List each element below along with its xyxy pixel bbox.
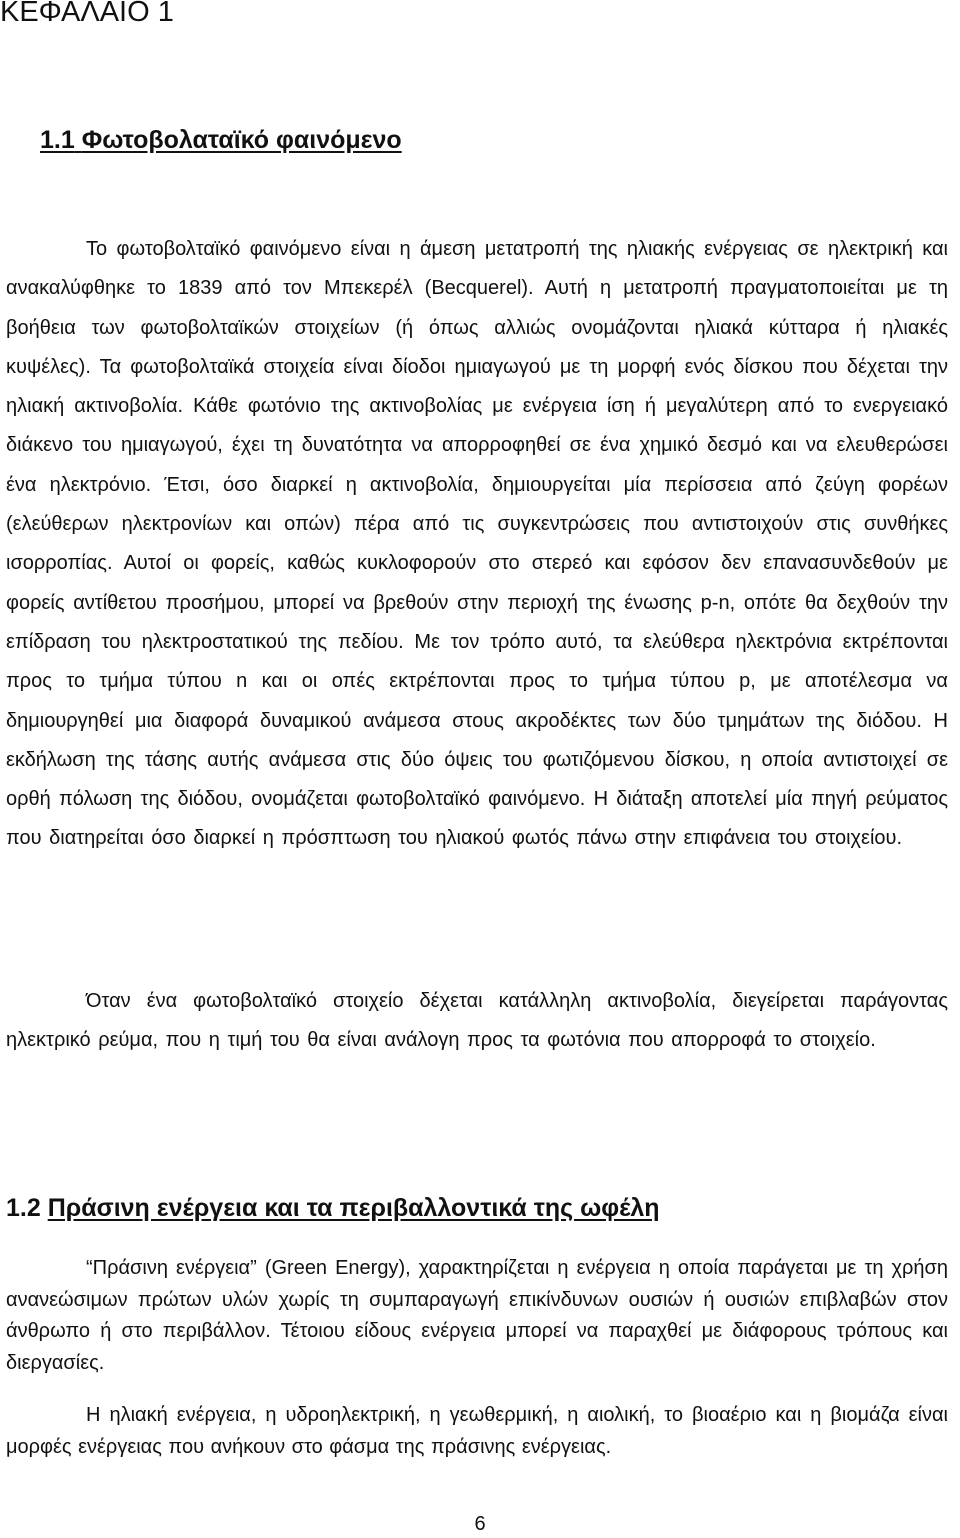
page-number: 6	[474, 1513, 486, 1535]
section-heading-1-2	[6, 1191, 660, 1225]
paragraph: Όταν ένα φωτοβολταϊκό στοιχείο δέχεται κατάλληλη ακτινοβολία, διεγείρεται παράγοντας ηλεκτρικό ρεύμα, που η τιμή του θα είναι ανάλογη προς τα φωτόνια που απορροφά το στοιχείο.	[6, 990, 948, 1052]
chapter-title: ΚΕΦΑΛΑΙΟ 1	[0, 0, 174, 28]
section-heading-1-1	[40, 123, 402, 157]
section-title: Πράσινη ενέργεια και τα περιβαλλοντικά της ωφέλη	[47, 1194, 660, 1222]
paragraph: “Πράσινη ενέργεια” (Green Energy), χαρακτηρίζεται η ενέργεια η οποία παράγεται με τη χρήση ανανεώσιμων πρώτων υλών χωρίς τη συμπαραγωγή επικίνδυνων ουσιών ή ουσιών επιβλαβών στον άνθρωπο ή στο περιβάλλον. Τέτοιου είδους ενέργεια μπορεί να παραχθεί με διάφορους τρόπους και διεργασίες.	[6, 1257, 948, 1375]
paragraph: Η ηλιακή ενέργεια, η υδροηλεκτρική, η γεωθερμική, η αιολική, το βιοαέριο και η βιομάζα είναι μορφές ενέργειας που ανήκουν στο φάσμα της πράσινης ενέργειας.	[6, 1404, 948, 1458]
section-number: 1.1	[40, 126, 75, 154]
section-number: 1.2	[6, 1194, 41, 1222]
section-title: Φωτοβολαταϊκό φαινόμενο	[81, 126, 402, 154]
paragraph: Το φωτοβολταϊκό φαινόμενο είναι η άμεση μετατροπή της ηλιακής ενέργειας σε ηλεκτρική και ανακαλύφθηκε το 1839 από τον Μπεκερέλ (Becquerel). Αυτή η μετατροπή πραγματοποιείται με τη βοήθεια των φωτοβολταϊκών στοιχείων (ή όπως αλλιώς ονομάζονται ηλιακά κύτταρα ή ηλιακές κυψέλες). Τα φωτοβολταϊκά στοιχεία είναι δίοδοι ημιαγωγού με τη μορφή ενός δίσκου που δέχεται την ηλιακή ακτινοβολία. Κάθε φωτόνιο της ακτινοβολίας με ενέργεια ίση ή μεγαλύτερη από το ενεργειακό διάκενο του ημιαγωγού, έχει τη δυνατότητα να απορροφηθεί σε ένα χημικό δεσμό και να ελευθερώσει ένα ηλεκτρόνιο. Έτσι, όσο διαρκεί η ακτινοβολία, δημιουργείται μία περίσσεια από ζεύγη φορέων (ελεύθερων ηλεκτρονίων και οπών) πέρα από τις συγκεντρώσεις που αντιστοιχούν στις συνθήκες ισορροπίας. Αυτοί οι φορείς, καθώς κυκλοφορούν στο στερεό και εφόσον δεν επανασυνδεθούν με φορείς αντίθετου προσήμου, μπορεί να βρεθούν στην περιοχή της ένωσης p-n, οπότε θα δεχθούν την επίδραση του ηλεκτροστατικού της πεδίου. Με τον τρόπο αυτό, τα ελεύθερα ηλεκτρόνια εκτρέπονται προς το τμήμα τύπου n και οι οπές εκτρέπονται προς το τμήμα τύπου p, με αποτέλεσμα να δημιουργηθεί μια διαφορά δυναμικού ανάμεσα στους ακροδέκτες των δύο τμημάτων της διόδου. Η εκδήλωση της τάσης αυτής ανάμεσα στις δύο όψεις του φωτιζόμενου δίσκου, η οποία αντιστοιχεί σε ορθή πόλωση της διόδου, ονομάζεται φωτοβολταϊκό φαινόμενο. Η διάταξη αποτελεί μία πηγή ρεύματος που διατηρείται όσο διαρκεί η πρόσπτωση του ηλιακού φωτός πάνω στην επιφάνεια του στοιχείου.	[6, 238, 948, 850]
